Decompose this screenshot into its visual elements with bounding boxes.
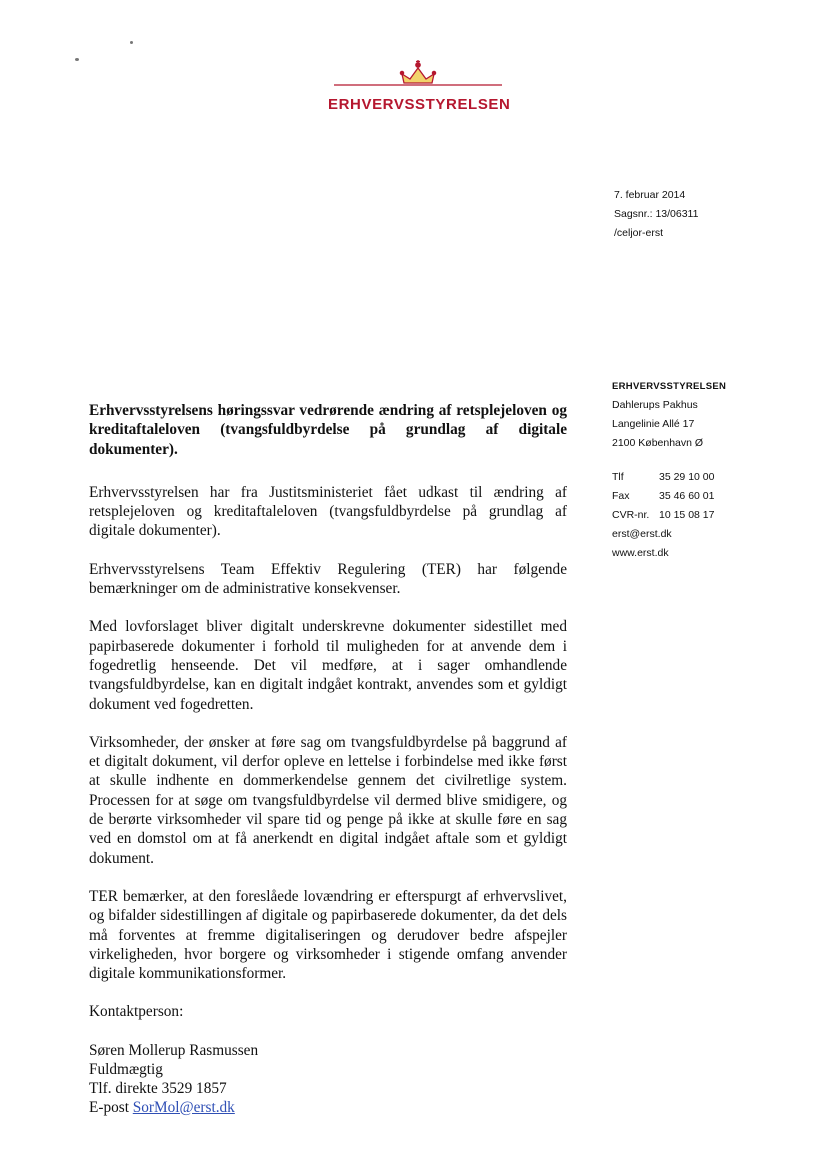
scan-speck	[75, 58, 79, 61]
letter-body	[89, 401, 567, 1117]
paragraph: TER bemærker, at den foreslåede lovændring er efterspurgt af erhvervslivet, og bifalder sidestillingen af digitale og papirbaserede dokumenter, da det dels må forventes at fremme digitaliseringen og derudover bedre afspejler virkeligheden, hvor borgere og virksomheder i stigende omfang anvender digitale kommunikationsformer.	[89, 887, 567, 983]
contact-label: Kontaktperson:	[89, 1003, 184, 1021]
contact-name: Søren Mollerup Rasmussen	[89, 1041, 259, 1059]
sender-info	[612, 377, 726, 563]
contact-email-link[interactable]: SorMol@erst.dk	[132, 1098, 235, 1116]
contact-block	[89, 1041, 567, 1117]
sender-email[interactable]: erst@erst.dk	[612, 528, 672, 540]
crown-icon	[328, 58, 508, 92]
contact-email-line: E-post SorMol@erst.dk	[89, 1098, 235, 1116]
sender-cvr: CVR-nr. 10 15 08 17	[612, 509, 715, 521]
sender-org: ERHVERVSSTYRELSEN	[612, 381, 727, 392]
paragraph: Med lovforslaget bliver digitalt underskrevne dokumenter sidestillet med papirbaserede dokumenter i forhold til muligheden for at anvende dem i fogedretlig henseende. Det vil medføre, at i sager omhandlende tvangsfuldbyrdelse, kan en digitalt indgået kontrakt, anvendes som et gyldigt dokument ved fogedretten.	[89, 618, 567, 713]
logo-text: ERHVERVSSTYRELSEN	[328, 96, 511, 113]
paragraph: Erhvervsstyrelsen har fra Justitsministeriet fået udkast til ændring af retsplejeloven og kreditaftaleloven (tvangsfuldbyrdelse på grundlag af digitale dokumenter).	[89, 483, 567, 540]
paragraph: Erhvervsstyrelsens Team Effektiv Regulering (TER) har følgende bemærkninger om de administrative konsekvenser.	[89, 560, 567, 598]
scan-speck	[130, 41, 133, 44]
sender-phone: Tlf 35 29 10 00	[612, 471, 715, 483]
logo	[328, 58, 511, 113]
sender-website[interactable]: www.erst.dk	[612, 547, 669, 559]
sender-address-line: Dahlerups Pakhus	[612, 399, 698, 411]
letter-date: 7. februar 2014	[614, 189, 686, 201]
sender-address-line: 2100 København Ø	[612, 437, 704, 449]
letter-meta	[614, 186, 698, 243]
paragraph: Virksomheder, der ønsker at føre sag om tvangsfuldbyrdelse på baggrund af et digitalt dokument, vil derfor opleve en lettelse i forbindelse med ikke først at skulle indhente en dommerkendelse gennem det civilretlige system. Processen for at søge om tvangsfuldbyrdelse vil dermed blive smidigere, og de berørte virksomheder vil spare tid og penge på ikke at skulle føre en sag ved en domstol om at få anerkendt en digital indgået aftale som et gyldigt dokument.	[89, 733, 567, 867]
reference: /celjor-erst	[614, 227, 664, 239]
letter-heading: Erhvervsstyrelsens høringssvar vedrørende ændring af retsplejeloven og kreditaftaleloven (tvangsfuldbyrdelse på grundlag af digitale dokumenter).	[89, 402, 567, 458]
sender-address-line: Langelinie Allé 17	[612, 418, 695, 430]
sender-fax: Fax 35 46 60 01	[612, 490, 715, 502]
case-number: Sagsnr.: 13/06311	[614, 208, 699, 220]
contact-phone: Tlf. direkte 3529 1857	[89, 1079, 227, 1097]
contact-title: Fuldmægtig	[89, 1060, 163, 1078]
